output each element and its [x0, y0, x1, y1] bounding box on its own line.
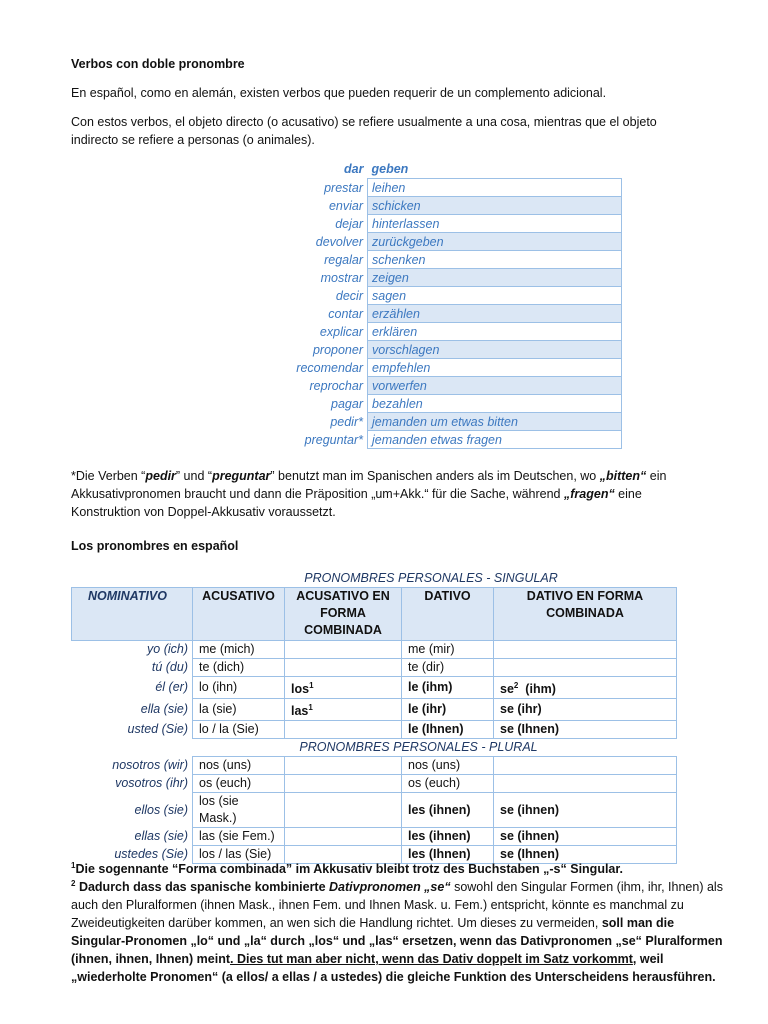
footnote-text: „wiederholte Pronomen“ (a ellos/ a ellas / a ustedes) die gleiche Funktion des Unterscheidens herausführen. — [71, 970, 716, 985]
footnote-term: Dativpronomen „se“ — [329, 880, 451, 895]
dativo-combinada-cell — [494, 757, 677, 775]
acu-comb-text: los — [291, 682, 310, 697]
section-heading: Los pronombres en español — [71, 539, 239, 553]
acu-comb-text: las — [291, 704, 309, 719]
note-verb-pedir: pedir — [145, 469, 176, 483]
dativo-cell: nos (uns) — [402, 757, 494, 775]
dativo-combinada-cell — [494, 659, 677, 677]
verb-de: schenken — [368, 251, 622, 269]
header-dativo-combinada: DATIVO EN FORMA COMBINADA — [494, 588, 677, 641]
verb-es: explicar — [319, 324, 363, 339]
acusativo-cell: te (dich) — [193, 659, 285, 677]
table-row — [72, 775, 677, 793]
verb-es: pedir* — [330, 414, 363, 429]
intro-2-line-b: indirecto se refiere a personas — [71, 133, 240, 147]
footnote-ref: 1 — [308, 703, 313, 713]
footnote-text: doppelt im Satz vorkommt — [476, 952, 633, 967]
table-row — [71, 179, 622, 197]
header-dativo: DATIVO — [402, 588, 494, 641]
footnote-text: . Dies tut man aber nicht, wenn das Dativ — [230, 952, 477, 967]
dativo-combinada-cell: se (ihnen) — [494, 828, 677, 846]
verb-de: zeigen — [368, 269, 622, 287]
table-row — [71, 287, 622, 305]
footnote-2 — [71, 875, 731, 986]
nominativo-cell: él (er) — [155, 680, 188, 695]
footnote-text: auch den Pluralformen (ihnen Mask., ihnen Fem. und Ihnen Mask. u. Fem.) entspricht, könnte es manchmal zu — [71, 898, 684, 913]
nominativo-cell: yo (ich) — [147, 642, 188, 657]
acusativo-combinada-cell — [285, 677, 402, 699]
dativo-combinada-cell — [494, 641, 677, 659]
verb-de: zurückgeben — [368, 233, 622, 251]
verb-de: vorschlagen — [368, 341, 622, 359]
table-row — [71, 197, 622, 215]
table-row — [72, 699, 677, 721]
verb-es: dejar — [335, 216, 363, 231]
intro-2-line-c: (o animales). — [239, 133, 315, 147]
page-title: Verbos con doble pronombre — [71, 57, 245, 71]
caption-row — [72, 739, 677, 757]
footnote-text: (ihnen, ihnen, Ihnen) meint — [71, 952, 231, 967]
verb-es: regalar — [324, 252, 363, 267]
acusativo-combinada-cell — [285, 828, 402, 846]
intro-paragraph-2 — [71, 113, 711, 149]
verb-de: bezahlen — [368, 395, 622, 413]
nominativo-cell: tú (du) — [151, 660, 188, 674]
acusativo-combinada-cell — [285, 721, 402, 739]
verb-es: recomendar — [296, 360, 363, 375]
dativo-cell: le (Ihnen) — [402, 721, 494, 739]
dativo-combinada-cell: se (ihr) — [494, 699, 677, 721]
note-text: eine — [614, 487, 642, 501]
acusativo-cell: lo / la (Sie) — [193, 721, 285, 739]
verb-es: preguntar* — [304, 432, 363, 447]
verb-de: schicken — [368, 197, 622, 215]
footnote-text: Singular-Pronomen „lo“ und „la“ durch „los“ und „las“ ersetzen, wenn das Dativpronomen „se“ Pluralformen — [71, 934, 723, 949]
note-text: ” benutzt man im Spanischen anders als im Deutschen, wo — [270, 469, 600, 483]
header-acusativo-combinada: ACUSATIVO EN FORMA COMBINADA — [285, 588, 402, 641]
note-text: ein — [646, 469, 667, 483]
verb-de: vorwerfen — [368, 377, 622, 395]
pronoun-table-header — [72, 588, 677, 641]
acusativo-combinada-cell — [285, 699, 402, 721]
table-row — [71, 233, 622, 251]
verb-es: enviar — [328, 198, 363, 213]
footnote-text: im Akkusativ bleibt trotz des Buchstaben „-s“ Singular. — [292, 862, 624, 877]
table-row — [71, 323, 622, 341]
header-acusativo: ACUSATIVO — [193, 588, 285, 641]
footnote-term: “Forma combinada” — [172, 862, 293, 877]
dat-comb-text: se — [500, 682, 514, 697]
table-row — [71, 251, 622, 269]
acusativo-combinada-cell — [285, 775, 402, 793]
verb-es: devolver — [315, 234, 363, 249]
note-verb-preguntar: preguntar — [212, 469, 271, 483]
table-row — [72, 721, 677, 739]
verb-es-header: dar — [344, 162, 364, 177]
nominativo-cell: ellos (sie) — [134, 802, 188, 817]
verb-es: proponer — [312, 342, 363, 357]
dativo-cell: les (Ihnen) — [402, 846, 494, 864]
verb-de: jemanden um etwas bitten — [368, 413, 622, 431]
dativo-cell: les (ihnen) — [402, 828, 494, 846]
note-text: ” und “ — [175, 469, 213, 483]
acusativo-combinada-cell — [285, 793, 402, 828]
table-row — [72, 793, 677, 828]
table-row — [72, 828, 677, 846]
verb-table — [71, 160, 622, 449]
dativo-combinada-cell: se (Ihnen) — [494, 721, 677, 739]
footnote-text: Dadurch dass das spanische kombinierte — [78, 880, 330, 895]
verb-es: pagar — [331, 396, 363, 411]
nominativo-cell: vosotros (ihr) — [115, 776, 188, 791]
dativo-cell: te (dir) — [402, 659, 494, 677]
acusativo-combinada-cell — [285, 757, 402, 775]
verb-es: decir — [335, 288, 363, 303]
acusativo-combinada-cell — [285, 641, 402, 659]
intro-paragraph-1: En español, como en alemán, existen verbos que pueden requerir de un complemento adicional. — [71, 86, 607, 100]
acusativo-cell: la (sie) — [193, 699, 285, 721]
verb-de-header: geben — [368, 160, 622, 179]
header-nominativo: NOMINATIVO — [72, 588, 193, 641]
verb-de: erzählen — [368, 305, 622, 323]
acusativo-combinada-cell — [285, 659, 402, 677]
dativo-cell: me (mir) — [402, 641, 494, 659]
verb-de: sagen — [368, 287, 622, 305]
dativo-combinada-cell — [494, 775, 677, 793]
table-row — [71, 395, 622, 413]
verb-es: reprochar — [309, 378, 363, 393]
footnote-ref: 2 — [513, 681, 519, 690]
caption-row — [72, 570, 677, 588]
acusativo-cell: los (sie Mask.) — [193, 793, 285, 828]
verb-es: contar — [328, 306, 363, 321]
acusativo-cell: lo (ihn) — [193, 677, 285, 699]
table-row — [71, 341, 622, 359]
intro-2-line-a: Con estos verbos, el objeto directo (o acusativo) se refiere usualmente a una cosa, mientras que el objeto — [71, 115, 657, 129]
caption-plural: PRONOMBRES PERSONALES - PLURAL — [299, 740, 538, 755]
nominativo-cell: ella (sie) — [140, 702, 188, 717]
footnote-text: sowohl den Singular Formen (ihm, ihr, Ihnen) als — [450, 880, 723, 895]
pronoun-table — [71, 570, 677, 864]
dativo-combinada-cell — [494, 677, 677, 699]
dativo-cell: le (ihr) — [402, 699, 494, 721]
verb-de: leihen — [368, 179, 622, 197]
verb-de: erklären — [368, 323, 622, 341]
acusativo-cell: me (mich) — [193, 641, 285, 659]
verb-de: empfehlen — [368, 359, 622, 377]
note-word-fragen: „fragen“ — [564, 487, 615, 501]
table-row — [71, 215, 622, 233]
table-row — [71, 431, 622, 449]
dativo-combinada-cell: se (ihnen) — [494, 793, 677, 828]
table-row — [72, 641, 677, 659]
nominativo-cell: nosotros (wir) — [112, 758, 188, 773]
footnote-ref: 1 — [309, 681, 314, 690]
note-text: Konstruktion von Doppel-Akkusativ voraussetzt. — [71, 505, 336, 519]
acusativo-cell: os (euch) — [193, 775, 285, 793]
footnote-number: 2 — [71, 879, 76, 888]
table-row — [71, 269, 622, 287]
note-word-bitten: „bitten“ — [599, 469, 647, 483]
footnote-number: 1 — [71, 861, 76, 870]
footnote-text: soll man die — [601, 916, 675, 931]
table-row — [71, 377, 622, 395]
table-row — [72, 757, 677, 775]
nominativo-cell: ustedes (Sie) — [114, 847, 188, 862]
nominativo-cell: usted (Sie) — [127, 722, 188, 737]
dativo-cell: os (euch) — [402, 775, 494, 793]
acusativo-cell: nos (uns) — [193, 757, 285, 775]
note-text: *Die Verben “ — [71, 469, 146, 483]
acusativo-cell: las (sie Fem.) — [193, 828, 285, 846]
verb-es: mostrar — [320, 270, 363, 285]
dat-comb-rest: (ihm) — [518, 682, 556, 697]
nominativo-cell: ellas (sie) — [134, 829, 188, 844]
table-row — [71, 305, 622, 323]
verb-de: jemanden etwas fragen — [368, 431, 622, 449]
dativo-combinada-cell: se (Ihnen) — [494, 846, 677, 864]
acusativo-cell: los / las (Sie) — [193, 846, 285, 864]
footnote-text: , weil — [632, 952, 664, 967]
verb-table-header — [71, 160, 622, 179]
verb-es: prestar — [324, 180, 363, 195]
table-row — [71, 413, 622, 431]
table-row — [72, 677, 677, 699]
verb-note — [71, 467, 711, 521]
note-text: Akkusativpronomen braucht und dann die Präposition „um+Akk.“ für die Sache, während — [71, 487, 564, 501]
verb-de: hinterlassen — [368, 215, 622, 233]
table-row — [71, 359, 622, 377]
table-row — [72, 659, 677, 677]
caption-singular: PRONOMBRES PERSONALES - SINGULAR — [304, 571, 558, 585]
footnote-text: Die sogennante — [75, 862, 172, 877]
dativo-cell: les (ihnen) — [402, 793, 494, 828]
dativo-cell: le (ihm) — [402, 677, 494, 699]
footnote-text: Zweideutigkeiten darüber kommen, an wen sich die Handlung richtet. Um dieses zu vermeiden, — [71, 916, 602, 931]
